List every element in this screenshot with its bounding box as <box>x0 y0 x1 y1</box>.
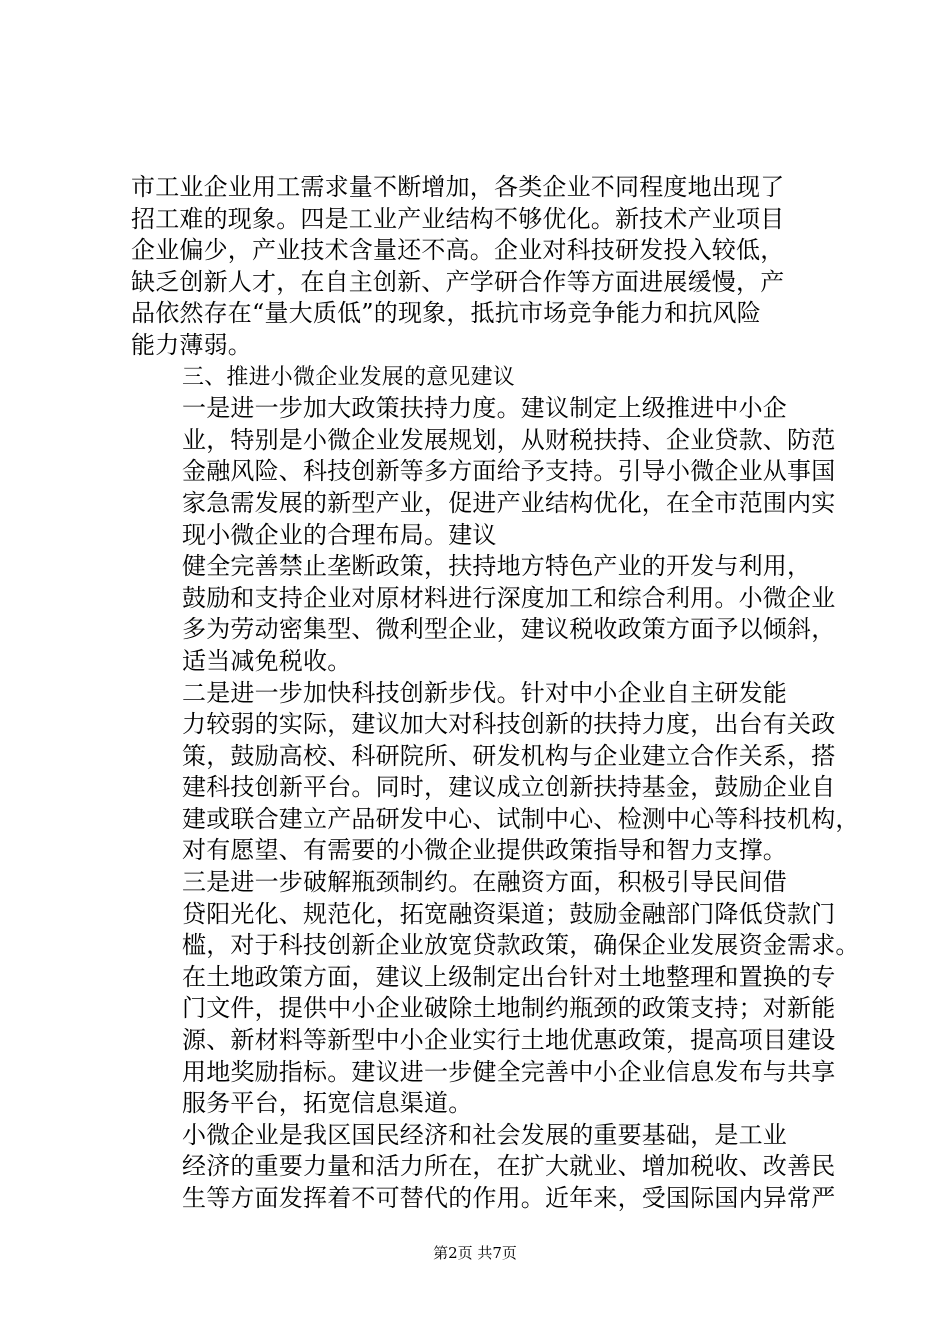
text-line: 门文件，提供中小企业破除土地制约瓶颈的政策支持；对新能 <box>182 994 836 1023</box>
text-line: 现小微企业的合理布局。建议 <box>182 520 497 549</box>
text-line: 三、推进小微企业发展的意见建议 <box>182 364 516 390</box>
text-line: 服务平台，拓宽信息渠道。 <box>182 1089 473 1118</box>
text-line: 品依然存在“量大质低”的现象，抵抗市场竞争能力和抗风险 <box>131 299 761 328</box>
document-body <box>131 172 860 1215</box>
text-line: 一是进一步加大政策扶持力度。建议制定上级推进中小企 <box>182 394 787 423</box>
text-line: 力较弱的实际，建议加大对科技创新的扶持力度，出台有关政 <box>182 710 836 739</box>
text-line: 市工业企业用工需求量不断增加，各类企业不同程度地出现了 <box>131 173 785 201</box>
text-line: 策，鼓励高校、科研院所、研发机构与企业建立合作关系，搭 <box>182 741 836 770</box>
text-line: 多为劳动密集型、微利型企业，建议税收政策方面予以倾斜， <box>182 615 836 644</box>
text-line: 缺乏创新人才，在自主创新、产学研合作等方面进展缓慢，产 <box>131 267 785 296</box>
text-line: 健全完善禁止垄断政策，扶持地方特色产业的开发与利用， <box>182 552 812 581</box>
text-line: 源、新材料等新型中小企业实行土地优惠政策，提高项目建设 <box>182 1026 836 1055</box>
text-line: 在土地政策方面，建议上级制定出台针对土地整理和置换的专 <box>182 962 836 991</box>
section-heading <box>131 362 831 394</box>
text-line: 建或联合建立产品研发中心、试制中心、检测中心等科技机构， <box>182 804 860 833</box>
text-line: 对有愿望、有需要的小微企业提供政策指导和智力支撑。 <box>182 836 787 865</box>
text-line: 贷阳光化、规范化，拓宽融资渠道；鼓励金融部门降低贷款门 <box>182 899 836 928</box>
text-line: 生等方面发挥着不可替代的作用。近年来，受国际国内异常严 <box>182 1184 836 1212</box>
text-line: 家急需发展的新型产业，促进产业结构优化，在全市范围内实 <box>182 488 836 517</box>
text-line: 鼓励和支持企业对原材料进行深度加工和综合利用。小微企业 <box>182 583 836 612</box>
body-paragraph <box>131 172 831 362</box>
body-paragraph <box>131 393 836 551</box>
text-line: 企业偏少，产业技术含量还不高。企业对科技研发投入较低， <box>131 236 785 265</box>
text-line: 适当减免税收。 <box>182 646 352 675</box>
text-line: 三是进一步破解瓶颈制约。在融资方面，积极引导民间借 <box>182 868 787 897</box>
body-paragraph <box>131 678 860 868</box>
text-line: 经济的重要力量和活力所在，在扩大就业、增加税收、改善民 <box>182 1152 836 1181</box>
text-line: 槛，对于科技创新企业放宽贷款政策，确保企业发展资金需求。 <box>182 931 860 960</box>
text-line: 能力薄弱。 <box>131 330 252 359</box>
text-line: 业，特别是小微企业发展规划，从财税扶持、企业贷款、防范 <box>182 425 836 454</box>
text-line: 小微企业是我区国民经济和社会发展的重要基础，是工业 <box>182 1120 787 1149</box>
text-line: 用地奖励指标。建议进一步健全完善中小企业信息发布与共享 <box>182 1057 836 1086</box>
body-paragraph <box>131 867 860 1120</box>
text-line: 二是进一步加快科技创新步伐。针对中小企业自主研发能 <box>182 678 787 707</box>
page-footer: 第2页 共7页 <box>433 1244 517 1262</box>
body-paragraph <box>131 1120 836 1215</box>
text-line: 招工难的现象。四是工业产业结构不够优化。新技术产业项目 <box>131 204 785 233</box>
text-line: 建科技创新平台。同时，建议成立创新扶持基金，鼓励企业自 <box>182 773 836 802</box>
text-line: 金融风险、科技创新等多方面给予支持。引导小微企业从事国 <box>182 457 836 486</box>
body-paragraph <box>131 551 836 677</box>
